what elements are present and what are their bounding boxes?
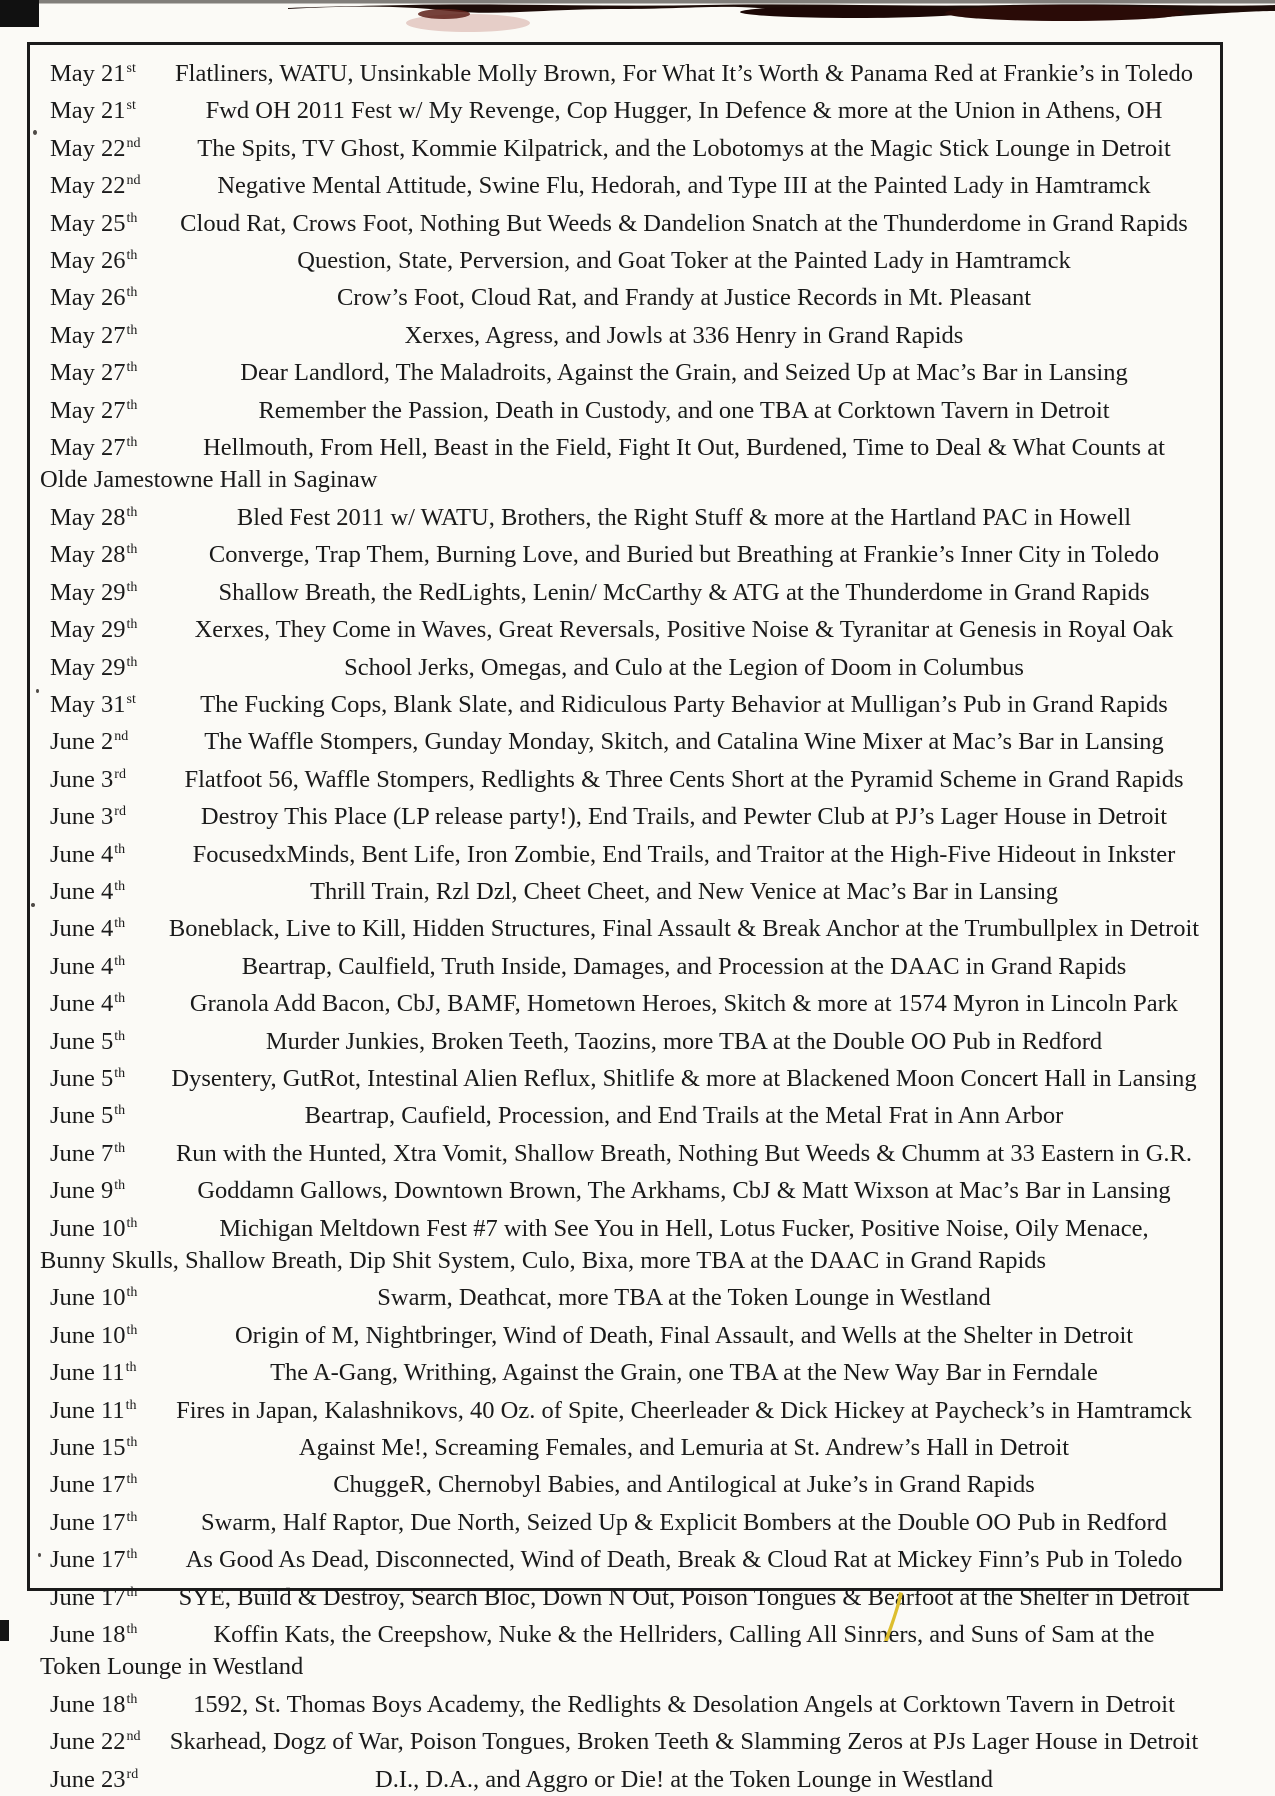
scan-speck-icon bbox=[31, 903, 35, 907]
event-date-text: May 27 bbox=[50, 434, 126, 462]
event-date-ordinal: th bbox=[126, 397, 138, 413]
event-date-ordinal: th bbox=[126, 1622, 138, 1638]
highlighter-mark-icon bbox=[878, 1592, 908, 1641]
event-description-continuation: Bunny Skulls, Shallow Breath, Dip Shit System, Culo, Bixa, more TBA at the DAAC in Grand Rapids bbox=[40, 1247, 1047, 1274]
event-date bbox=[38, 684, 162, 721]
event-date-ordinal: th bbox=[114, 1103, 126, 1119]
event-date-ordinal: st bbox=[126, 98, 136, 114]
event-date-ordinal: th bbox=[126, 360, 138, 376]
event-date bbox=[38, 572, 162, 609]
event-date-text: June 5 bbox=[50, 1102, 114, 1130]
event-description: Flatfoot 56, Waffle Stompers, Redlights & Three Cents Short at the Pyramid Scheme in Grand Rapids bbox=[184, 765, 1184, 793]
event-description: Question, State, Perversion, and Goat Toker at the Painted Lady in Hamtramck bbox=[297, 247, 1071, 275]
event-date-text: May 22 bbox=[50, 134, 126, 162]
event-date-ordinal: th bbox=[126, 1584, 138, 1600]
event-date-text: June 17 bbox=[50, 1508, 126, 1536]
event-description-continuation: Token Lounge in Westland bbox=[40, 1653, 304, 1681]
event-row bbox=[38, 315, 1206, 352]
event-description: Xerxes, Agress, and Jowls at 336 Henry in Grand Rapids bbox=[404, 321, 964, 349]
event-row bbox=[38, 277, 1206, 314]
event-row bbox=[38, 53, 1206, 90]
event-date-ordinal: th bbox=[126, 1285, 138, 1301]
event-date bbox=[38, 1352, 162, 1389]
event-description: Destroy This Place (LP release party!), End Trails, and Pewter Club at PJ’s Lager House in Detroit bbox=[200, 803, 1168, 831]
event-date-ordinal: th bbox=[114, 1028, 126, 1044]
show-list-frame bbox=[27, 42, 1223, 1793]
event-description: School Jerks, Omegas, and Culo at the Legion of Doom in Columbus bbox=[344, 653, 1024, 681]
event-row bbox=[38, 647, 1206, 684]
event-row bbox=[38, 1133, 1206, 1170]
event-description: Flatliners, WATU, Unsinkable Molly Brown, For What It’s Worth & Panama Red at Frankie’s in Toledo bbox=[175, 60, 1193, 87]
event-date bbox=[38, 165, 162, 202]
event-date-ordinal: th bbox=[126, 542, 138, 558]
event-date bbox=[38, 1539, 162, 1576]
event-date bbox=[38, 908, 162, 945]
event-description: Hellmouth, From Hell, Beast in the Field, Fight It Out, Burdened, Time to Deal & What Counts at bbox=[203, 434, 1165, 462]
event-description: Swarm, Deathcat, more TBA at the Token Lounge in Westland bbox=[377, 1284, 991, 1312]
event-date bbox=[38, 1614, 162, 1651]
event-description: SYE, Build & Destroy, Search Bloc, Down N Out, Poison Tongues & Bearfoot at the Shelter in Detroit bbox=[178, 1583, 1190, 1611]
event-date-text: May 27 bbox=[50, 359, 126, 387]
event-description: Bled Fest 2011 w/ WATU, Brothers, the Right Stuff & more at the Hartland PAC in Howell bbox=[236, 503, 1132, 531]
event-row bbox=[38, 983, 1206, 1020]
event-date bbox=[38, 1170, 162, 1207]
event-date-text: June 2 bbox=[50, 728, 114, 756]
event-description: Thrill Train, Rzl Dzl, Cheet Cheet, and New Venice at Mac’s Bar in Lansing bbox=[309, 877, 1058, 905]
event-date-ordinal: th bbox=[114, 1140, 126, 1156]
event-description: Boneblack, Live to Kill, Hidden Structures, Final Assault & Break Anchor at the Trumbullplex in Detroit bbox=[168, 915, 1200, 943]
event-date-ordinal: th bbox=[126, 322, 138, 338]
event-description: The A-Gang, Writhing, Against the Grain, one TBA at the New Way Bar in Ferndale bbox=[270, 1359, 1098, 1387]
event-date-ordinal: nd bbox=[126, 1729, 141, 1745]
event-description: Dear Landlord, The Maladroits, Against the Grain, and Seized Up at Mac’s Bar in Lansing bbox=[240, 359, 1128, 387]
event-date-text: May 29 bbox=[50, 616, 126, 644]
event-date-ordinal: th bbox=[114, 953, 126, 969]
event-row bbox=[38, 90, 1206, 127]
event-date bbox=[38, 277, 162, 314]
event-row bbox=[38, 497, 1206, 534]
event-row bbox=[38, 165, 1206, 202]
event-row bbox=[38, 1427, 1206, 1464]
event-description: Dysentery, GutRot, Intestinal Alien Reflux, Shitlife & more at Blackened Moon Concert Hall in Lansing bbox=[171, 1064, 1197, 1092]
event-date-text: May 26 bbox=[50, 284, 126, 312]
event-date bbox=[38, 390, 162, 427]
event-date bbox=[38, 834, 162, 871]
event-date-ordinal: th bbox=[126, 435, 138, 451]
event-description: ChuggeR, Chernobyl Babies, and Antilogical at Juke’s in Grand Rapids bbox=[333, 1471, 1035, 1499]
event-row bbox=[38, 1539, 1206, 1576]
event-date-ordinal: th bbox=[126, 617, 138, 633]
event-row bbox=[38, 871, 1206, 908]
event-date-text: June 11 bbox=[50, 1359, 125, 1387]
event-date bbox=[38, 1277, 162, 1314]
event-description: Granola Add Bacon, CbJ, BAMF, Hometown Heroes, Skitch & more at 1574 Myron in Lincoln Park bbox=[189, 990, 1179, 1018]
event-date bbox=[38, 1427, 162, 1464]
event-description: Shallow Breath, the RedLights, Lenin/ McCarthy & ATG at the Thunderdome in Grand Rapids bbox=[218, 578, 1150, 606]
event-date bbox=[38, 983, 162, 1020]
event-date-ordinal: th bbox=[114, 1178, 126, 1194]
event-date bbox=[38, 1021, 162, 1058]
event-date-ordinal: th bbox=[126, 1472, 138, 1488]
event-row bbox=[38, 796, 1206, 833]
event-row bbox=[38, 1721, 1206, 1758]
event-date-text: June 11 bbox=[50, 1396, 125, 1424]
event-date-text: June 5 bbox=[50, 1027, 114, 1055]
event-description: Michigan Meltdown Fest #7 with See You in Hell, Lotus Fucker, Positive Noise, Oily Menace, bbox=[219, 1214, 1149, 1242]
event-date bbox=[38, 1684, 162, 1721]
event-row bbox=[38, 1058, 1206, 1095]
event-date-ordinal: th bbox=[126, 1509, 138, 1525]
event-date-ordinal: rd bbox=[114, 804, 126, 820]
event-date-ordinal: st bbox=[126, 691, 136, 707]
event-row bbox=[38, 1208, 1206, 1278]
event-date bbox=[38, 871, 162, 908]
event-row bbox=[38, 1315, 1206, 1352]
event-date-ordinal: th bbox=[114, 1065, 126, 1081]
event-row bbox=[38, 128, 1206, 165]
event-description: Koffin Kats, the Creepshow, Nuke & the Hellriders, Calling All Sinners, and Suns of Sam at the bbox=[213, 1621, 1155, 1649]
event-description: Crow’s Foot, Cloud Rat, and Frandy at Justice Records in Mt. Pleasant bbox=[336, 284, 1032, 312]
event-date-ordinal: nd bbox=[126, 173, 141, 189]
event-date bbox=[38, 534, 162, 571]
event-row bbox=[38, 1759, 1206, 1796]
event-date bbox=[38, 128, 162, 165]
event-description: The Fucking Cops, Blank Slate, and Ridiculous Party Behavior at Mulligan’s Pub in Grand Rapids bbox=[200, 690, 1168, 718]
event-date-text: June 10 bbox=[50, 1284, 126, 1312]
event-date bbox=[38, 1208, 162, 1245]
event-date-text: June 4 bbox=[50, 877, 114, 905]
event-date bbox=[38, 1390, 162, 1427]
event-date-ordinal: rd bbox=[114, 766, 126, 782]
event-date bbox=[38, 497, 162, 534]
event-date bbox=[38, 1502, 162, 1539]
event-description-continuation: Olde Jamestowne Hall in Saginaw bbox=[40, 466, 378, 494]
event-date-text: June 10 bbox=[50, 1214, 126, 1242]
event-date bbox=[38, 352, 162, 389]
event-date-ordinal: th bbox=[126, 285, 138, 301]
event-date-text: June 3 bbox=[50, 803, 114, 831]
event-date-ordinal: nd bbox=[126, 135, 141, 151]
event-date bbox=[38, 1058, 162, 1095]
event-date-text: June 5 bbox=[50, 1064, 114, 1092]
event-date-text: June 3 bbox=[50, 765, 114, 793]
event-date-text: June 10 bbox=[50, 1321, 126, 1349]
scan-speck-icon bbox=[38, 1553, 41, 1557]
event-description: Goddamn Gallows, Downtown Brown, The Arkhams, CbJ & Matt Wixson at Mac’s Bar in Lansing bbox=[197, 1177, 1171, 1205]
event-date-text: June 4 bbox=[50, 840, 114, 868]
event-description: The Spits, TV Ghost, Kommie Kilpatrick, and the Lobotomys at the Magic Stick Lounge in Detroit bbox=[197, 134, 1171, 162]
event-date-text: June 18 bbox=[50, 1621, 126, 1649]
event-date-text: May 29 bbox=[50, 653, 126, 681]
event-date bbox=[38, 946, 162, 983]
event-description: D.I., D.A., and Aggro or Die! at the Token Lounge in Westland bbox=[375, 1765, 993, 1793]
event-date bbox=[38, 1133, 162, 1170]
event-description: Negative Mental Attitude, Swine Flu, Hedorah, and Type III at the Painted Lady in Hamtramck bbox=[217, 172, 1151, 200]
event-date bbox=[38, 1577, 162, 1614]
event-row bbox=[38, 203, 1206, 240]
event-date bbox=[38, 796, 162, 833]
event-description: Cloud Rat, Crows Foot, Nothing But Weeds & Dandelion Snatch at the Thunderdome in Grand Rapids bbox=[180, 209, 1188, 237]
event-date-text: June 22 bbox=[50, 1728, 126, 1756]
event-row bbox=[38, 534, 1206, 571]
event-row bbox=[38, 759, 1206, 796]
event-row bbox=[38, 1464, 1206, 1501]
event-date-text: June 17 bbox=[50, 1546, 126, 1574]
event-date bbox=[38, 240, 162, 277]
event-row bbox=[38, 1577, 1206, 1614]
event-date-text: May 27 bbox=[50, 321, 126, 349]
event-date-ordinal: th bbox=[126, 1435, 138, 1451]
scan-smudge-top-icon bbox=[0, 0, 1275, 36]
event-row bbox=[38, 1502, 1206, 1539]
event-date-text: June 4 bbox=[50, 915, 114, 943]
event-description: Beartrap, Caulfield, Truth Inside, Damages, and Procession at the DAAC in Grand Rapids bbox=[241, 952, 1127, 980]
event-date bbox=[38, 1095, 162, 1132]
event-date-ordinal: th bbox=[126, 1215, 138, 1231]
event-date-text: June 4 bbox=[50, 990, 114, 1018]
event-row bbox=[38, 834, 1206, 871]
event-description: Remember the Passion, Death in Custody, and one TBA at Corktown Tavern in Detroit bbox=[258, 396, 1110, 424]
event-date-ordinal: th bbox=[114, 991, 126, 1007]
event-date-text: June 23 bbox=[50, 1765, 126, 1793]
event-date-ordinal: th bbox=[126, 1322, 138, 1338]
event-row bbox=[38, 1352, 1206, 1389]
event-date bbox=[38, 609, 162, 646]
event-date-text: May 27 bbox=[50, 396, 126, 424]
event-date bbox=[38, 1721, 162, 1758]
event-date-ordinal: th bbox=[126, 248, 138, 264]
event-date bbox=[38, 53, 162, 90]
event-date-ordinal: nd bbox=[114, 729, 129, 745]
event-date-text: May 28 bbox=[50, 503, 126, 531]
event-date-text: May 21 bbox=[50, 60, 126, 87]
event-date-ordinal: rd bbox=[126, 1766, 139, 1782]
event-description: The Waffle Stompers, Gunday Monday, Skitch, and Catalina Wine Mixer at Mac’s Bar in Lansing bbox=[204, 728, 1164, 756]
event-date-ordinal: th bbox=[114, 841, 126, 857]
event-date-text: June 17 bbox=[50, 1583, 126, 1611]
event-date bbox=[38, 1315, 162, 1352]
event-row bbox=[38, 1021, 1206, 1058]
scan-speck-icon bbox=[36, 689, 39, 693]
event-date-text: June 4 bbox=[50, 952, 114, 980]
event-row bbox=[38, 908, 1206, 945]
event-date bbox=[38, 315, 162, 352]
event-description: Converge, Trap Them, Burning Love, and Buried but Breathing at Frankie’s Inner City in Toledo bbox=[208, 541, 1160, 569]
event-description: Swarm, Half Raptor, Due North, Seized Up & Explicit Bombers at the Double OO Pub in Redford bbox=[201, 1508, 1167, 1536]
event-row bbox=[38, 240, 1206, 277]
event-list bbox=[38, 53, 1206, 1796]
event-date bbox=[38, 90, 162, 127]
event-description: Origin of M, Nightbringer, Wind of Death, Final Assault, and Wells at the Shelter in Detroit bbox=[234, 1321, 1134, 1349]
event-date-ordinal: th bbox=[126, 210, 138, 226]
event-date-ordinal: th bbox=[126, 1547, 138, 1563]
event-row bbox=[38, 1095, 1206, 1132]
event-row bbox=[38, 427, 1206, 497]
event-row bbox=[38, 572, 1206, 609]
event-date-text: May 25 bbox=[50, 209, 126, 237]
event-date-text: June 17 bbox=[50, 1471, 126, 1499]
event-date bbox=[38, 427, 162, 464]
event-date bbox=[38, 1759, 162, 1796]
event-date-ordinal: th bbox=[114, 916, 126, 932]
event-description: Fwd OH 2011 Fest w/ My Revenge, Cop Hugger, In Defence & more at the Union in Athens, OH bbox=[205, 97, 1163, 125]
event-date-ordinal: st bbox=[126, 61, 136, 76]
event-row bbox=[38, 390, 1206, 427]
event-date-ordinal: th bbox=[126, 654, 138, 670]
event-date bbox=[38, 721, 162, 758]
event-date bbox=[38, 203, 162, 240]
event-date-text: May 26 bbox=[50, 247, 126, 275]
event-date-text: May 28 bbox=[50, 541, 126, 569]
event-date bbox=[38, 647, 162, 684]
event-description: Against Me!, Screaming Females, and Lemuria at St. Andrew’s Hall in Detroit bbox=[298, 1434, 1070, 1462]
event-row bbox=[38, 684, 1206, 721]
event-description: Skarhead, Dogz of War, Poison Tongues, Broken Teeth & Slamming Zeros at PJs Lager House in Detroit bbox=[169, 1728, 1199, 1756]
event-description: Fires in Japan, Kalashnikovs, 40 Oz. of Spite, Cheerleader & Dick Hickey at Paycheck’s in Hamtramck bbox=[176, 1396, 1192, 1424]
event-description: Beartrap, Caufield, Procession, and End Trails at the Metal Frat in Ann Arbor bbox=[304, 1102, 1064, 1130]
scan-mark-bottom-left-icon bbox=[0, 1620, 9, 1641]
event-date-text: May 22 bbox=[50, 172, 126, 200]
event-description: Run with the Hunted, Xtra Vomit, Shallow Breath, Nothing But Weeds & Chumm at 33 Eastern in G.R. bbox=[175, 1139, 1193, 1167]
event-row bbox=[38, 1277, 1206, 1314]
event-date-text: May 21 bbox=[50, 97, 126, 125]
event-date-text: June 7 bbox=[50, 1139, 114, 1167]
event-date-text: May 31 bbox=[50, 690, 126, 718]
event-date bbox=[38, 1464, 162, 1501]
event-date-ordinal: th bbox=[126, 1691, 138, 1707]
scan-speck-icon bbox=[33, 130, 37, 135]
event-date-text: June 15 bbox=[50, 1434, 126, 1462]
event-description: 1592, St. Thomas Boys Academy, the Redlights & Desolation Angels at Corktown Tavern in Detroit bbox=[193, 1690, 1175, 1718]
event-row bbox=[38, 352, 1206, 389]
event-row bbox=[38, 946, 1206, 983]
event-date-ordinal: th bbox=[125, 1397, 137, 1413]
event-date-text: June 9 bbox=[50, 1177, 114, 1205]
event-description: As Good As Dead, Disconnected, Wind of Death, Break & Cloud Rat at Mickey Finn’s Pub in Toledo bbox=[185, 1546, 1183, 1574]
event-row bbox=[38, 1684, 1206, 1721]
event-date bbox=[38, 759, 162, 796]
event-date-text: June 18 bbox=[50, 1690, 126, 1718]
event-date-ordinal: th bbox=[126, 504, 138, 520]
event-row bbox=[38, 721, 1206, 758]
event-row bbox=[38, 609, 1206, 646]
event-description: Murder Junkies, Broken Teeth, Taozins, more TBA at the Double OO Pub in Redford bbox=[265, 1027, 1103, 1055]
event-description: Xerxes, They Come in Waves, Great Reversals, Positive Noise & Tyranitar at Genesis in Royal Oak bbox=[194, 616, 1174, 644]
event-row bbox=[38, 1170, 1206, 1207]
event-date-ordinal: th bbox=[125, 1360, 137, 1376]
event-row bbox=[38, 1390, 1206, 1427]
event-description: FocusedxMinds, Bent Life, Iron Zombie, End Trails, and Traitor at the High-Five Hideout in Inkster bbox=[192, 840, 1176, 868]
event-date-text: May 29 bbox=[50, 578, 126, 606]
event-row bbox=[38, 1614, 1206, 1684]
event-date-ordinal: th bbox=[114, 878, 126, 894]
event-date-ordinal: th bbox=[126, 579, 138, 595]
